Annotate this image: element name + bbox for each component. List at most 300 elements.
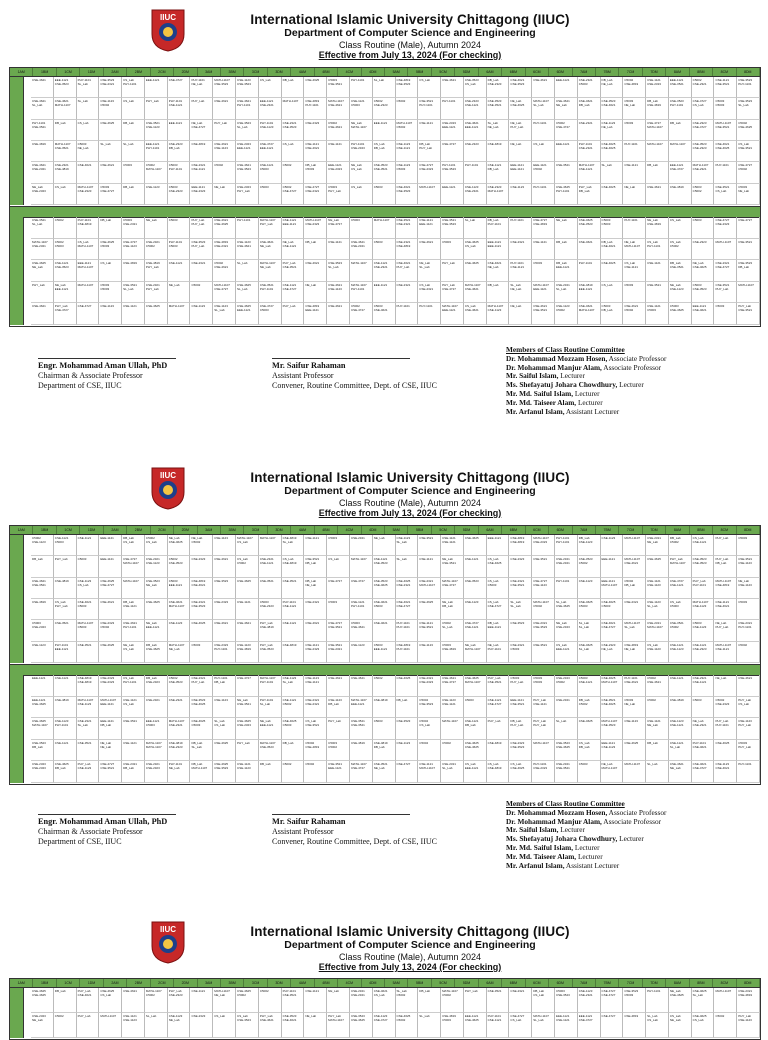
routine-room: CS_Lab [647, 1018, 658, 1022]
routine-cell: CSE-3521 CSE-3521 [350, 718, 373, 740]
routine-cell: CSE-1123 SL_Lab [213, 303, 236, 325]
routine-cell: CSE-2321 CSE-2321 [555, 556, 578, 577]
routine-cell: DB_Lab [669, 120, 692, 141]
routine-room: CSE-4625 [145, 646, 160, 651]
routine-cell: MATH-1107 CSE-3523 [259, 740, 282, 762]
routine-room: CSE-3523 [442, 222, 456, 226]
routine-cell: CSE-4625 CSE-4727 [99, 578, 122, 599]
routine-cell: CS_Lab [282, 141, 305, 162]
routine-room: CSE-3523 [601, 723, 616, 728]
section-header: 1DM [80, 68, 103, 76]
routine-cell: PHY_Lab CSE-1121 [532, 697, 555, 719]
routine-room: CSE-2323 [419, 167, 434, 172]
routine-cell: CSE-2323 [464, 141, 487, 162]
routine-room: CS_Lab [123, 646, 134, 651]
routine-cell: CSE-4819 [54, 578, 77, 599]
routine-cell: CSE-2321 CSE-3521 [509, 578, 532, 599]
routine-cell: PHY_Lab [145, 98, 168, 119]
section-header: 7DM [643, 68, 666, 76]
routine-room: NE_Lab [487, 265, 499, 270]
routine-cell: MATH-1107 [259, 535, 282, 556]
routine-cell: CSE-4621 [77, 162, 100, 183]
routine-cell: EEE-1121 CSE-4625 [464, 1013, 487, 1038]
routine-cell: CSE-1123 [145, 184, 168, 205]
routine-room: EEE-1121 [510, 167, 524, 172]
routine-cell: CSE-1121 [418, 556, 441, 577]
routine-room: SL_Lab [647, 604, 658, 608]
section-header: 5BM [408, 68, 431, 76]
routine-cell: CSE-3521 CS_Lab [714, 184, 737, 205]
routine-room: EEE-1121 [259, 146, 274, 150]
section-header: 5BM [408, 526, 431, 534]
routine-cell: NE_Lab CSE-3521 [441, 556, 464, 577]
routine-cell: CSE-4819 [487, 740, 510, 762]
routine-cell: NE_Lab [304, 282, 327, 304]
routine-cell: C5003 C5003 [601, 217, 624, 239]
routine-room: CSE-3523 [168, 680, 183, 684]
routine-cell: CSE-1121 CS_Lab [122, 697, 145, 719]
routine-cell: PHY-1101 [396, 303, 419, 325]
routine-cell: MATH-1107 [77, 282, 100, 304]
routine-cell: CSE-2321 DB_Lab [122, 761, 145, 783]
routine-room: SL_Lab [555, 286, 567, 291]
routine-cell: CS_Lab C5003 [487, 578, 510, 599]
routine-cell: MATH-1107 CSE-1123 [692, 599, 715, 620]
routine-cell: C5003 CSE-3523 [692, 282, 715, 304]
signer-title: Assistant Professor [272, 827, 334, 836]
routine-cell: SL_Lab CS_Lab [646, 1013, 669, 1038]
routine-room: CSE-4727 [555, 124, 570, 129]
routine-room: NE_Lab [77, 146, 89, 150]
routine-room: CSE-4625 [373, 582, 388, 587]
routine-cell: CSE-4727 CSE-1123 [532, 578, 555, 599]
routine-room: CSE-1123 [328, 286, 342, 291]
routine-cell: DB_Lab C5002 [578, 697, 601, 719]
routine-room: CSE-4727 [692, 766, 707, 771]
routine-room: CSE-2323 [168, 188, 183, 193]
routine-cell: SL_Lab CSE-4625 [555, 599, 578, 620]
member-name: Mr. Saiful Islam, [506, 825, 559, 835]
routine-room: CSE-4621 [624, 680, 639, 684]
signer-dept: Convener, Routine Committee, Dept. of CSE, IIUC [272, 381, 437, 390]
routine-cell: MATH-1107 CSE-2323 [532, 535, 555, 556]
routine-cell: MATH-1107 CSE-1121 [714, 642, 737, 663]
section-header: 2BM [127, 68, 150, 76]
routine-room: DB_Lab [715, 561, 727, 566]
routine-cell: CSE-4819 PHY-1101 [396, 642, 419, 663]
routine-room: PHY-1101 [305, 103, 319, 108]
section-header: 2BM [127, 526, 150, 534]
routine-cell: EEE-1121 [601, 556, 624, 577]
routine-room: CSE-4625 [510, 766, 525, 771]
routine-room: CSE-4727 [100, 188, 115, 193]
routine-cell: CSE-4625 [145, 599, 168, 620]
section-header: 5AM [385, 68, 408, 76]
routine-cell: CS_Lab [122, 98, 145, 119]
routine-room: CSE-3521 [237, 701, 251, 706]
university-name: International Islamic University Chittagong (IIUC) [250, 924, 570, 939]
routine-cell: CSE-3521 PHY-1101 [259, 282, 282, 304]
routine-cell: PHY_Lab PHY-1101 [692, 578, 715, 599]
routine-cell: CSE-3523 CSE-2323 [692, 141, 715, 162]
routine-cell: DB_Lab CSE-4625 [145, 642, 168, 663]
member-name: Ms. Shefayatuj Johara Chowdhury, [506, 380, 618, 390]
routine-room: MATH-1107 [464, 646, 481, 651]
routine-room: C5002 [282, 701, 292, 706]
routine-cell: CSE-4727 CSE-4727 [601, 988, 624, 1013]
routine-room: CSE-4727 [373, 1018, 388, 1022]
section-header: 8AM [666, 526, 689, 534]
routine-cell: CSE-3523 [464, 578, 487, 599]
routine-cell: CSE-1121 CSE-1123 [646, 578, 669, 599]
routine-cell: CSE-4625 [464, 535, 487, 556]
routine-room: SL_Lab [77, 82, 88, 86]
routine-cell: CSE-3523 SL_Lab [737, 98, 760, 119]
routine-cell: MATH-1107 PHY_Lab [259, 217, 282, 239]
routine-cell: EEE-1121 CSE-2323 [190, 184, 213, 205]
routine-cell: CSE-1123 [509, 184, 532, 205]
routine-cell: CSE-3523 CSE-3523 [692, 556, 715, 577]
routine-cell: C5002 MATH-1107 [145, 162, 168, 183]
routine-room: CS_Lab [123, 540, 134, 544]
routine-cell: EEE-1121 CSE-3521 [669, 77, 692, 98]
routine-cell: MATH-1107 [714, 239, 737, 261]
section-header: 3CM [244, 526, 267, 534]
routine-room: CSE-2323 [692, 146, 707, 150]
routine-cell: CS_Lab CSE-1121 [623, 260, 646, 282]
routine-room: PHY-1101 [487, 646, 501, 651]
routine-cell: MATH-1107 [714, 988, 737, 1013]
routine-cell: CSE-2321 CSE-2323 [418, 675, 441, 697]
signer-title: Chairman & Associate Professor [38, 371, 143, 380]
routine-cell: CSE-2321 [145, 697, 168, 719]
routine-cell: MATH-1107 [418, 184, 441, 205]
routine-cell: MATH-1107 EEE-1121 [441, 303, 464, 325]
routine-cell: C5003 NE_Lab [623, 697, 646, 719]
routine-cell: C5003 [168, 217, 191, 239]
routine-cell: CSE-4621 CSE-2321 [350, 239, 373, 261]
routine-cell: CS_Lab [669, 217, 692, 239]
routine-cell: MATH-1107 SL_Lab [623, 620, 646, 641]
section-header: 3AM [198, 68, 221, 76]
routine-cell: C5003 CSE-3521 [327, 77, 350, 98]
schedule-block [31, 77, 760, 205]
routine-room: C5003 [578, 82, 588, 86]
routine-room: PHY-1101 [692, 582, 706, 587]
routine-room: DB_Lab [578, 188, 590, 193]
routine-cell: CSE-4621 CSE-4625 [714, 141, 737, 162]
routine-room: C5003 [533, 680, 543, 684]
routine-room: C5003 [442, 1018, 451, 1022]
day-column-sunday [10, 217, 24, 325]
routine-cell: CSE-2323 [190, 1013, 213, 1038]
routine-cell: NE_Lab CS_Lab [122, 642, 145, 663]
routine-room: CSE-4621 [692, 744, 707, 749]
routine-room: CSE-3521 [419, 625, 434, 630]
routine-cell: CS_Lab PHY-1101 [646, 239, 669, 261]
routine-cell: NE_Lab CSE-1123 [669, 282, 692, 304]
routine-room: CSE-3521 [305, 723, 320, 728]
routine-cell: NE_Lab [213, 184, 236, 205]
section-header: 8CM [713, 979, 736, 987]
routine-cell: CSE-1123 [578, 578, 601, 599]
routine-cell: CSE-4625 CSE-2321 [396, 578, 419, 599]
routine-cell: CSE-1121 NE_Lab [646, 718, 669, 740]
routine-room: CSE-4727 [191, 124, 206, 129]
section-header-row [10, 979, 760, 988]
routine-room: C5002 [442, 993, 451, 997]
routine-cell: CSE-1123 [350, 642, 373, 663]
routine-cell: CSE-4727 CSE-1121 [464, 620, 487, 641]
routine-room: CSE-3523 [54, 265, 69, 270]
member-role: Associate Professor [601, 362, 662, 372]
routine-cell: CSE-2323 CSE-2323 [31, 761, 54, 783]
routine-cell: CSE-3521 SL_Lab [122, 282, 145, 304]
routine-cell: CSE-3523 DB_Lab [737, 260, 760, 282]
routine-cell: CSE-1121 CSE-4727 [282, 282, 305, 304]
section-header: 4AM [291, 526, 314, 534]
routine-cell: CSE-4625 [304, 77, 327, 98]
routine-cell: CSE-2321 [190, 260, 213, 282]
routine-room: CSE-4625 [715, 146, 730, 150]
routine-room: C5003 [191, 723, 201, 728]
routine-cell: C5003 PHY_Lab [327, 184, 350, 205]
member-name: Dr. Mohammad Mozzam Hosen, [506, 353, 608, 363]
routine-room: CSE-2323 [191, 188, 206, 193]
signer-title: Assistant Professor [272, 371, 334, 380]
routine-room: CSE-4819 [510, 540, 525, 544]
routine-room: CS_Lab [715, 188, 727, 193]
routine-cell: CSE-4621 [441, 77, 464, 98]
section-header: 1DM [80, 526, 103, 534]
routine-cell: PHY-1101 [555, 578, 578, 599]
university-name: International Islamic University Chittagong (IIUC) [250, 470, 570, 485]
routine-cell: MATH-1107 CS_Lab [236, 535, 259, 556]
routine-cell: DB_Lab [646, 162, 669, 183]
routine-cell: CSE-4819 CSE-3523 [396, 77, 419, 98]
routine-cell: PHY-1101 CSE-4621 [623, 675, 646, 697]
member-role: Lecturer [576, 851, 603, 861]
routine-cell: CSE-1121 C5002 [282, 697, 305, 719]
routine-room: PHY-1101 [715, 723, 729, 728]
routine-cell: PHY_Lab CSE-3523 [259, 642, 282, 663]
routine-cell: CSE-4727 MATH-1107 [646, 120, 669, 141]
routine-room: CSE-4625 [669, 993, 684, 997]
routine-cell: MATH-1107 MATH-1107 [145, 740, 168, 762]
routine-cell: CSE-1121 [464, 556, 487, 577]
routine-cell: PHY_Lab DB_Lab [578, 184, 601, 205]
routine-room: CSE-3523 [191, 604, 206, 608]
routine-room: CSE-4727 [396, 604, 411, 608]
convener-signature [272, 814, 437, 847]
routine-cell: CSE-4621 [418, 239, 441, 261]
routine-room: NE_Lab [601, 646, 613, 651]
routine-cell: DB_Lab MATH-1107 [190, 761, 213, 783]
routine-cell: CSE-4727 [441, 141, 464, 162]
routine-room: SL_Lab [191, 744, 202, 749]
routine-cell: CSE-1121 CSE-1121 [441, 535, 464, 556]
routine-cell: NE_Lab MATH-1107 [601, 761, 624, 783]
routine-cell: CSE-2321 [578, 120, 601, 141]
routine-room: C5002 [237, 993, 246, 997]
routine-cell: MATH-1107 [532, 740, 555, 762]
routine-cell: CSE-2321 CSE-4727 [714, 260, 737, 282]
routine-cell: EEE-1121 [555, 77, 578, 98]
routine-cell: DB_Lab PHY_Lab [509, 718, 532, 740]
routine-room: CSE-4625 [168, 540, 183, 544]
routine-room: CSE-1123 [77, 701, 92, 706]
routine-cell: EEE-1121 MATH-1107 [601, 578, 624, 599]
routine-room: CSE-2323 [328, 167, 342, 172]
routine-cell: CSE-4727 EEE-1121 [259, 141, 282, 162]
section-header: 5BM [408, 979, 431, 987]
routine-room: CSE-1121 [282, 604, 297, 608]
routine-cell: CS_Lab [54, 184, 77, 205]
effective-date: Effective from July 13, 2024 (For checking) [318, 962, 502, 972]
routine-room: PHY-1101 [555, 540, 570, 544]
routine-room: CSE-1123 [692, 625, 707, 630]
routine-room: CSE-3523 [396, 188, 411, 193]
routine-cell: EEE-1121 C5002 [532, 162, 555, 183]
routine-room: CSE-2321 [396, 582, 411, 587]
routine-room: CSE-3521 [328, 625, 342, 630]
routine-cell: C5002 [304, 761, 327, 783]
routine-room: EEE-1121 [578, 286, 593, 291]
section-header: 7BM [596, 526, 619, 534]
routine-room: C5002 [396, 124, 406, 129]
routine-cell: C5003 CSE-2323 [168, 184, 191, 205]
routine-room: MATH-1107 [624, 243, 641, 248]
section-header: 1BM [33, 979, 56, 987]
routine-room: CSE-3521 [350, 723, 365, 728]
routine-cell: PHY-1101 [623, 141, 646, 162]
section-header: 7CM [619, 979, 642, 987]
routine-cell: CSE-4621 [304, 620, 327, 641]
routine-room: CSE-1121 [692, 540, 707, 544]
routine-cell: CSE-2321 CSE-3523 [190, 599, 213, 620]
routine-cell: PHY_Lab CSE-4727 [441, 282, 464, 304]
signer-name: Engr. Mohammad Aman Ullah, PhD [38, 817, 168, 826]
routine-cell: SL_Lab CS_Lab [213, 718, 236, 740]
section-header: 3AM [198, 526, 221, 534]
routine-cell: MATH-1107 [350, 260, 373, 282]
routine-room: PHY_Lab [237, 188, 250, 193]
routine-room: PHY_Lab [328, 188, 341, 193]
routine-cell: PHY-1101 [737, 761, 760, 783]
routine-cell: C5002 CSE-2321 [692, 77, 715, 98]
routine-cell: CS_Lab [213, 1013, 236, 1038]
routine-room: MATH-1107 [647, 625, 663, 630]
routine-cell: CSE-4621 CSE-3521 [532, 303, 555, 325]
routine-room: CSE-3523 [510, 82, 525, 86]
section-header: 5CM [432, 979, 455, 987]
routine-room: PHY-1101 [168, 167, 183, 172]
routine-cell: DB_Lab CSE-2323 [145, 675, 168, 697]
routine-room: NE_Lab [669, 1018, 681, 1022]
section-header: 6AM [479, 979, 502, 987]
section-header: 7BM [596, 68, 619, 76]
section-header: 2CM [151, 526, 174, 534]
routine-room: CSE-4819 [533, 222, 548, 226]
routine-cell: SL_Lab [418, 1013, 441, 1038]
routine-cell: CSE-4621 [304, 260, 327, 282]
routine-cell: CSE-4819 CSE-2321 [213, 239, 236, 261]
routine-cell: CSE-4625 [99, 642, 122, 663]
iiuc-logo [150, 466, 186, 510]
routine-room: MATH-1107 [487, 188, 504, 193]
routine-room: CSE-4621 [282, 1018, 297, 1022]
routine-cell: CSE-3521 [259, 578, 282, 599]
routine-room: EEE-1121 [237, 146, 251, 150]
routine-cell: DB_Lab NE_Lab [601, 77, 624, 98]
routine-cell: C5002 CSE-3523 [168, 675, 191, 697]
routine-cell: DB_Lab PHY-1101 [487, 217, 510, 239]
committee-list [506, 346, 666, 416]
routine-cell: MATH-1107 CSE-2323 [304, 217, 327, 239]
routine-room: CSE-2323 [419, 680, 434, 684]
routine-cell: EEE-1121 [99, 556, 122, 577]
routine-cell: MATH-1107 CSE-2321 [168, 718, 191, 740]
routine-cell: CSE-1121 PHY-1101 [350, 599, 373, 620]
routine-room: CSE-4621 [259, 1018, 274, 1022]
routine-room: MATH-1107 [145, 744, 162, 749]
routine-cell: CSE-1123 [99, 303, 122, 325]
routine-cell: C5003 CSE-4621 [373, 303, 396, 325]
routine-room: CSE-3523 [510, 744, 525, 749]
routine-room: CS_Lab [533, 993, 545, 997]
routine-cell: PHY_Lab [327, 718, 350, 740]
routine-room: CSE-2323 [168, 744, 183, 749]
routine-room: PHY-1101 [259, 286, 274, 291]
routine-cell: C5003 NE_Lab [623, 98, 646, 119]
routine-cell: CSE-3523 NE_Lab [145, 578, 168, 599]
section-header: 1AM [10, 979, 33, 987]
routine-cell: CSE-3521 CSE-2321 [396, 217, 419, 239]
routine-cell: DB_Lab SL_Lab [190, 740, 213, 762]
routine-cell: MATH-1107 EEE-1121 [350, 697, 373, 719]
section-header: 5AM [385, 979, 408, 987]
routine-room: CSE-4625 [191, 701, 206, 706]
routine-cell: MATH-1107 CSE-3521 [714, 120, 737, 141]
routine-cell: CSE-1123 [31, 642, 54, 663]
routine-cell: MATH-1107 CSE-4621 [623, 556, 646, 577]
routine-cell: DB_Lab [396, 697, 419, 719]
routine-cell: CSE-4621 CSE-3523 [396, 184, 419, 205]
routine-cell: CSE-4625 C5002 [396, 1013, 419, 1038]
routine-cell: CSE-1123 C5002 [555, 303, 578, 325]
routine-room: CSE-2321 [350, 243, 365, 248]
routine-room: CSE-2321 [305, 701, 320, 706]
routine-room: CS_Lab [419, 723, 431, 728]
routine-cell: CSE-3521 PHY-1101 [418, 98, 441, 119]
routine-cell: C5003 [737, 599, 760, 620]
member-name: Ms. Shefayatuj Johara Chowdhury, [506, 834, 618, 844]
member-role: Lecturer [617, 834, 644, 844]
routine-room: NE_Lab [373, 766, 385, 771]
routine-room: C5003 [259, 308, 269, 313]
routine-room: CSE-4621 [237, 243, 251, 248]
routine-cell: SL_Lab [373, 77, 396, 98]
committee-member [506, 862, 666, 871]
routine-cell: CSE-2323 [304, 120, 327, 141]
routine-cell: CSE-4621 [532, 77, 555, 98]
routine-room: CSE-1123 [647, 582, 661, 587]
routine-cell: EEE-1121 CSE-2321 [259, 98, 282, 119]
routine-room: CSE-4625 [555, 604, 570, 608]
routine-cell: CSE-1123 CSE-1121 [396, 141, 419, 162]
routine-room: CSE-4625 [669, 308, 684, 313]
routine-cell: CSE-4621 [99, 162, 122, 183]
